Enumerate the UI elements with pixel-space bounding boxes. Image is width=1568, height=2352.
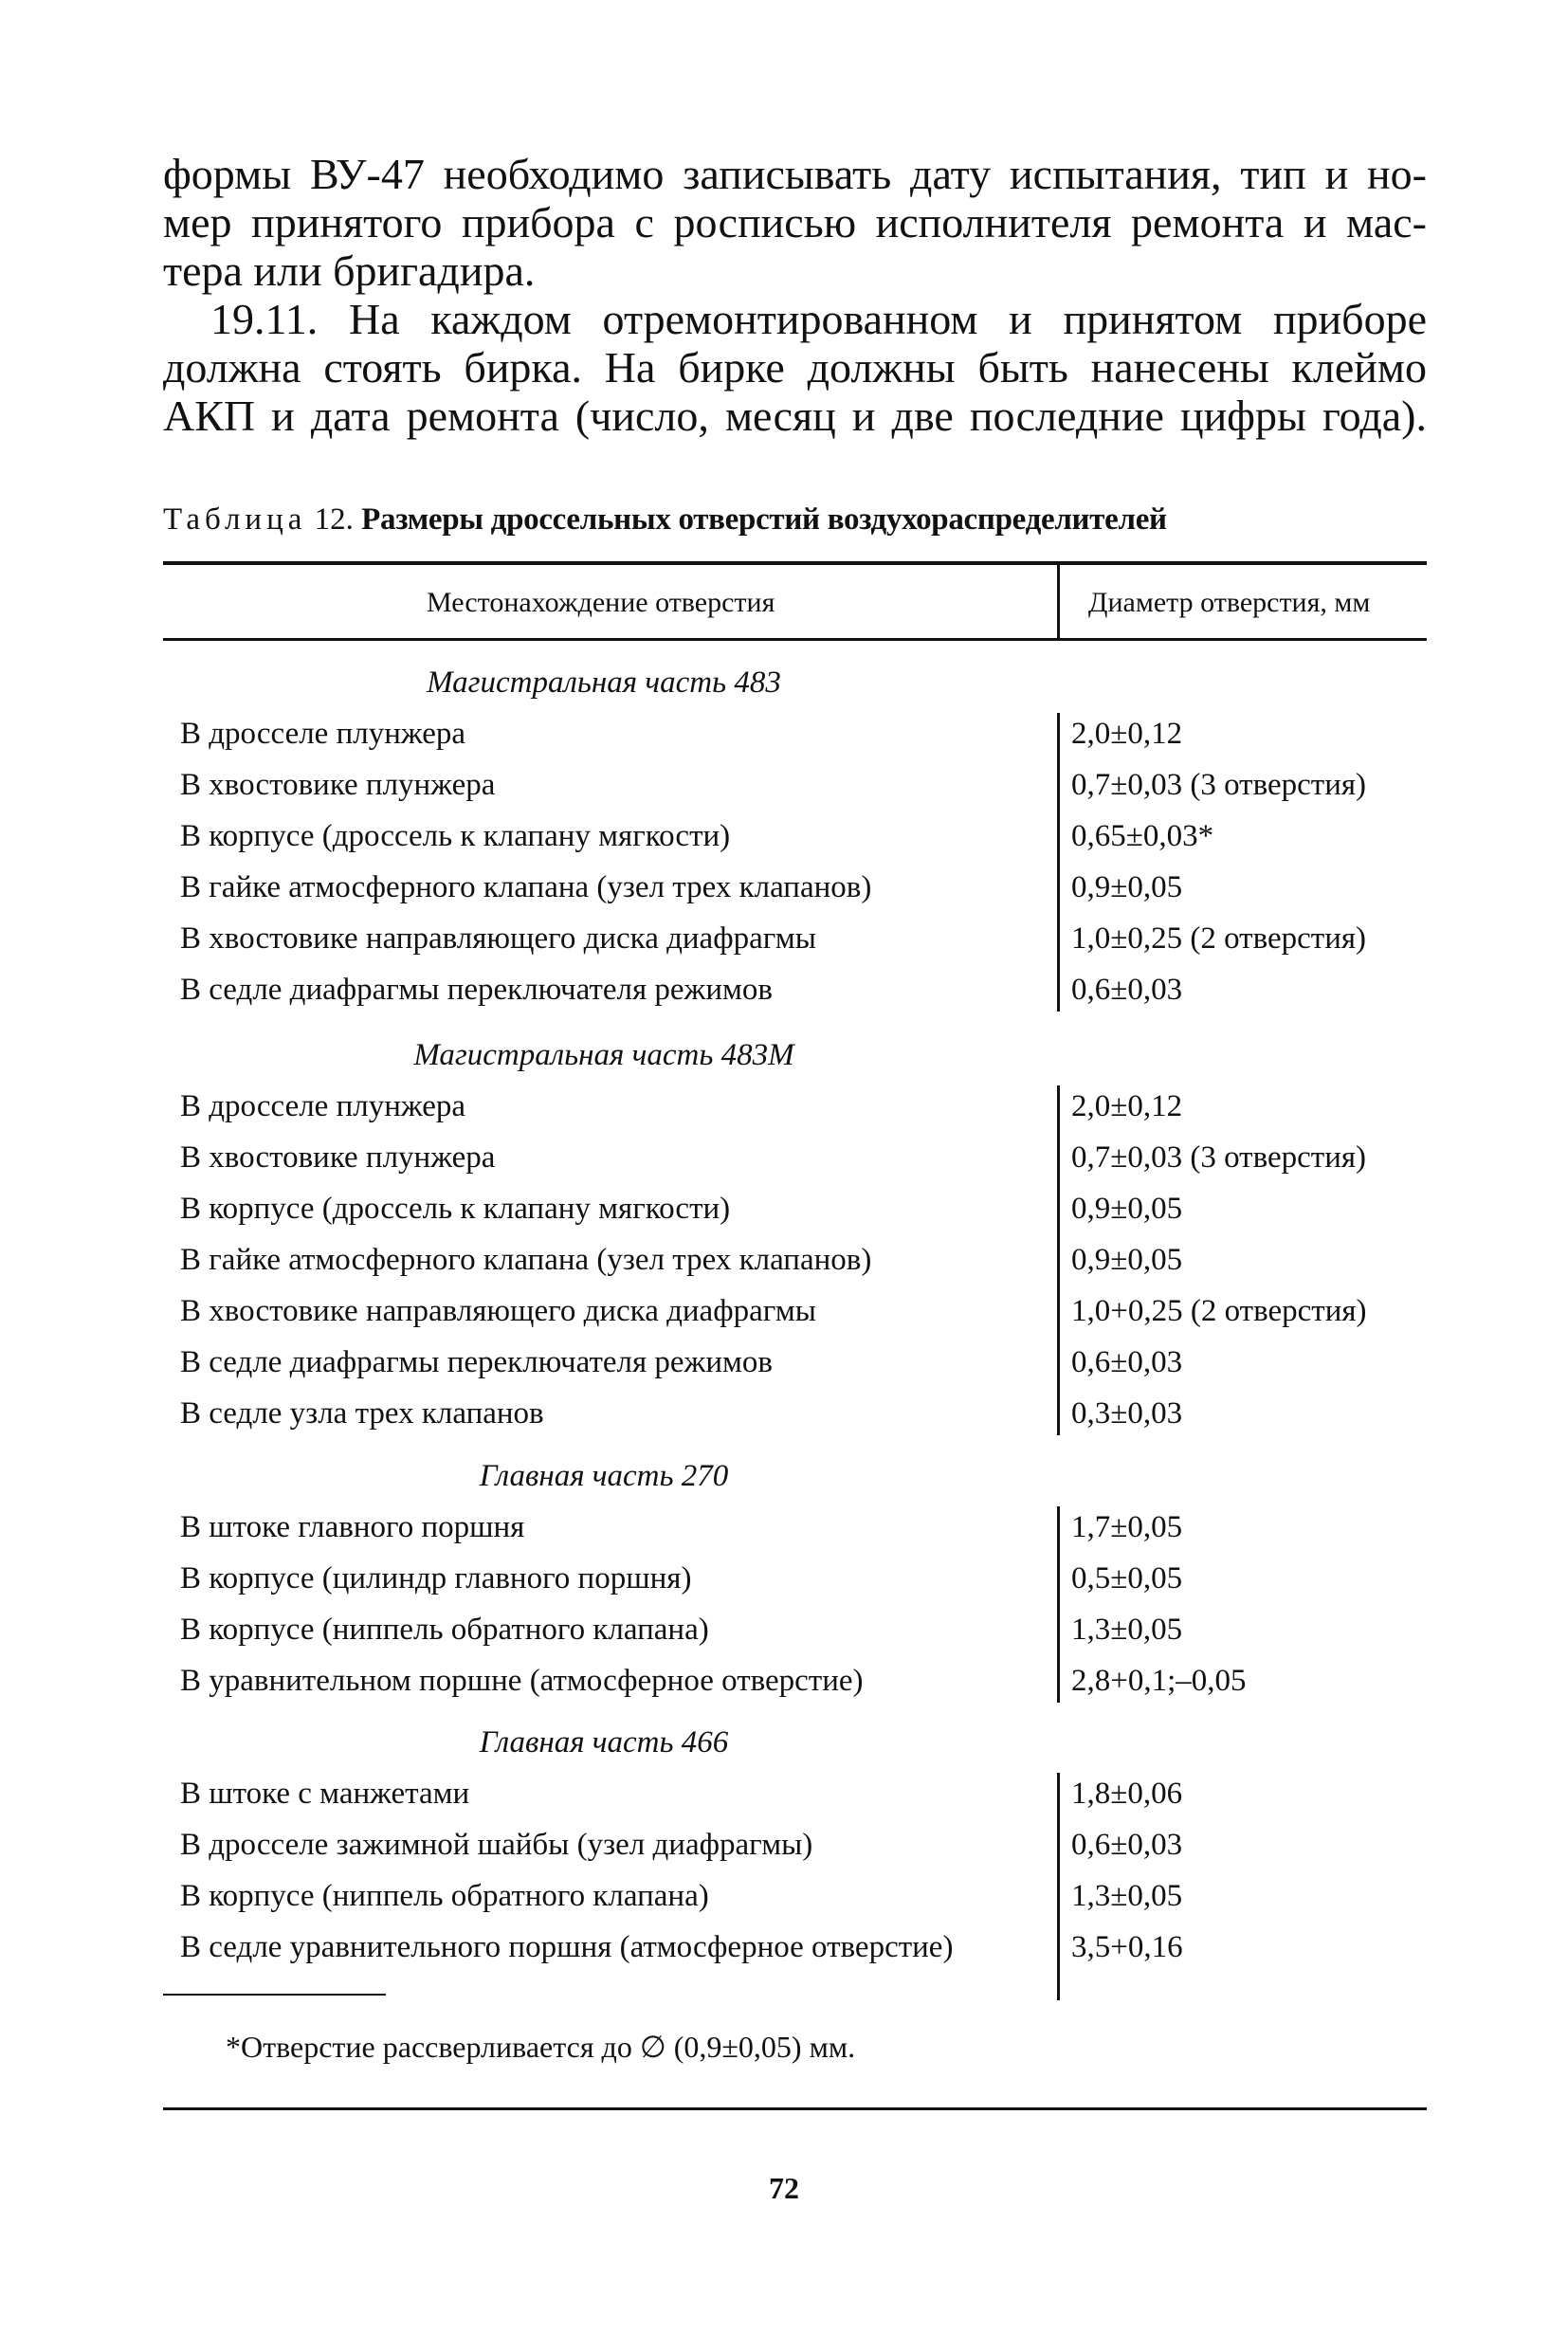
table-row: [163, 1553, 1427, 1604]
section-title: Магистральная часть 483М: [413, 1038, 794, 1072]
table-row: [163, 1285, 1427, 1337]
intro-line: формы ВУ-47 необходимо записывать дату испытания, тип и но-: [163, 150, 1427, 198]
table-row: [163, 1337, 1427, 1388]
table-row: [163, 1502, 1427, 1553]
header-bottom-rule: [163, 638, 1427, 641]
hole-diameter: 1,0±0,25 (2 отверстия): [1071, 921, 1367, 956]
table-row: [163, 759, 1427, 811]
intro-line: тера или бригадира.: [163, 246, 536, 295]
hole-diameter: 1,3±0,05: [1071, 1613, 1183, 1647]
hole-location: В корпусе (ниппель обратного клапана): [180, 1613, 709, 1647]
hole-location: В гайке атмосферного клапана (узел трех клапанов): [180, 870, 872, 904]
hole-diameter: 1,8±0,06: [1071, 1777, 1183, 1811]
table-caption-title: Размеры дроссельных отверстий воздухораспределителей: [361, 502, 1167, 537]
hole-location: В гайке атмосферного клапана (узел трех клапанов): [180, 1243, 872, 1277]
hole-diameter: 0,9±0,05: [1071, 1192, 1183, 1226]
table-caption-prefix: Таблица: [163, 502, 307, 537]
hole-location: В хвостовике плунжера: [180, 768, 496, 802]
hole-location: В дросселе плунжера: [180, 717, 466, 751]
table-row: [163, 964, 1427, 1015]
header-location: Местонахождение отверстия: [427, 587, 775, 618]
paragraph-19-11-line: 19.11. На каждом отремонтированном и принятом приборе: [210, 295, 1427, 343]
table-row: [163, 1922, 1427, 1973]
table-row: [163, 708, 1427, 759]
hole-location: В штоке главного поршня: [180, 1510, 525, 1544]
paragraph-19-11-line: должна стоять бирка. На бирке должны быть нанесены клеймо: [163, 343, 1427, 392]
hole-location: В корпусе (ниппель обратного клапана): [180, 1879, 709, 1913]
table-row: [163, 913, 1427, 964]
table-top-rule: [163, 561, 1427, 565]
hole-diameter: 0,65±0,03*: [1071, 819, 1214, 853]
hole-diameter: 1,0+0,25 (2 отверстия): [1071, 1294, 1367, 1328]
section-title: Главная часть 270: [479, 1459, 729, 1493]
table-footnote: *Отверстие рассверливается до ∅ (0,9±0,05) мм.: [226, 2030, 856, 2064]
table-caption: [163, 502, 1427, 538]
section-title: Главная часть 466: [479, 1725, 729, 1759]
table-caption-number: 12.: [314, 502, 354, 537]
hole-diameter: 0,7±0,03 (3 отверстия): [1071, 1140, 1367, 1175]
table-row: [163, 1819, 1427, 1870]
table-row: [163, 1655, 1427, 1706]
hole-diameter: 2,0±0,12: [1071, 717, 1183, 751]
hole-diameter: 0,3±0,03: [1071, 1396, 1183, 1431]
table-row: [163, 1183, 1427, 1234]
hole-diameter: 2,8+0,1;–0,05: [1071, 1664, 1247, 1698]
table-row: [163, 1234, 1427, 1285]
header-divider: [1057, 563, 1060, 641]
table-row: [163, 1132, 1427, 1183]
intro-text: [163, 150, 1427, 440]
hole-location: В корпусе (дроссель к клапану мягкости): [180, 1192, 731, 1226]
table-row: [163, 1604, 1427, 1655]
table-row: [163, 862, 1427, 913]
hole-location: В седле диафрагмы переключателя режимов: [180, 1345, 773, 1379]
hole-location: В хвостовике направляющего диска диафрагмы: [180, 921, 816, 956]
hole-location: В седле диафрагмы переключателя режимов: [180, 973, 773, 1007]
page-number: 72: [769, 2171, 799, 2205]
hole-location: В хвостовике плунжера: [180, 1140, 496, 1175]
intro-line: мер принятого прибора с росписью исполнителя ремонта и мас-: [163, 198, 1427, 246]
hole-diameter: 0,6±0,03: [1071, 1828, 1183, 1862]
hole-diameter: 1,7±0,05: [1071, 1510, 1183, 1544]
table-row: [163, 1388, 1427, 1439]
hole-diameter: 0,6±0,03: [1071, 1345, 1183, 1379]
hole-diameter: 0,7±0,03 (3 отверстия): [1071, 768, 1367, 802]
table-row: [163, 1768, 1427, 1819]
hole-diameter: 2,0±0,12: [1071, 1089, 1183, 1123]
hole-diameter: 0,9±0,05: [1071, 1243, 1183, 1277]
hole-location: В хвостовике направляющего диска диафрагмы: [180, 1294, 816, 1328]
hole-location: В уравнительном поршне (атмосферное отверстие): [180, 1664, 864, 1698]
hole-location: В седле узла трех клапанов: [180, 1396, 544, 1431]
hole-diameter: 0,5±0,05: [1071, 1561, 1183, 1595]
hole-diameter: 0,9±0,05: [1071, 870, 1183, 904]
page-bottom-rule: [163, 2107, 1427, 2110]
hole-diameter: 3,5+0,16: [1071, 1930, 1183, 1964]
paragraph-19-11-line: АКП и дата ремонта (число, месяц и две последние цифры года).: [163, 392, 1427, 440]
footnote-rule: [163, 1994, 386, 1996]
hole-location: В седле уравнительного поршня (атмосферное отверстие): [180, 1930, 954, 1964]
section-title: Магистральная часть 483: [427, 665, 781, 700]
table-row: [163, 1870, 1427, 1922]
hole-location: В корпусе (дроссель к клапану мягкости): [180, 819, 731, 853]
table-row: [163, 1081, 1427, 1132]
hole-diameter: 1,3±0,05: [1071, 1879, 1183, 1913]
hole-location: В корпусе (цилиндр главного поршня): [180, 1561, 692, 1595]
hole-location: В штоке с манжетами: [180, 1777, 470, 1811]
header-diameter: Диаметр отверстия, мм: [1088, 587, 1371, 618]
hole-location: В дросселе плунжера: [180, 1089, 466, 1123]
hole-location: В дросселе зажимной шайбы (узел диафрагмы): [180, 1828, 813, 1862]
table-row: [163, 811, 1427, 862]
hole-diameter: 0,6±0,03: [1071, 973, 1183, 1007]
